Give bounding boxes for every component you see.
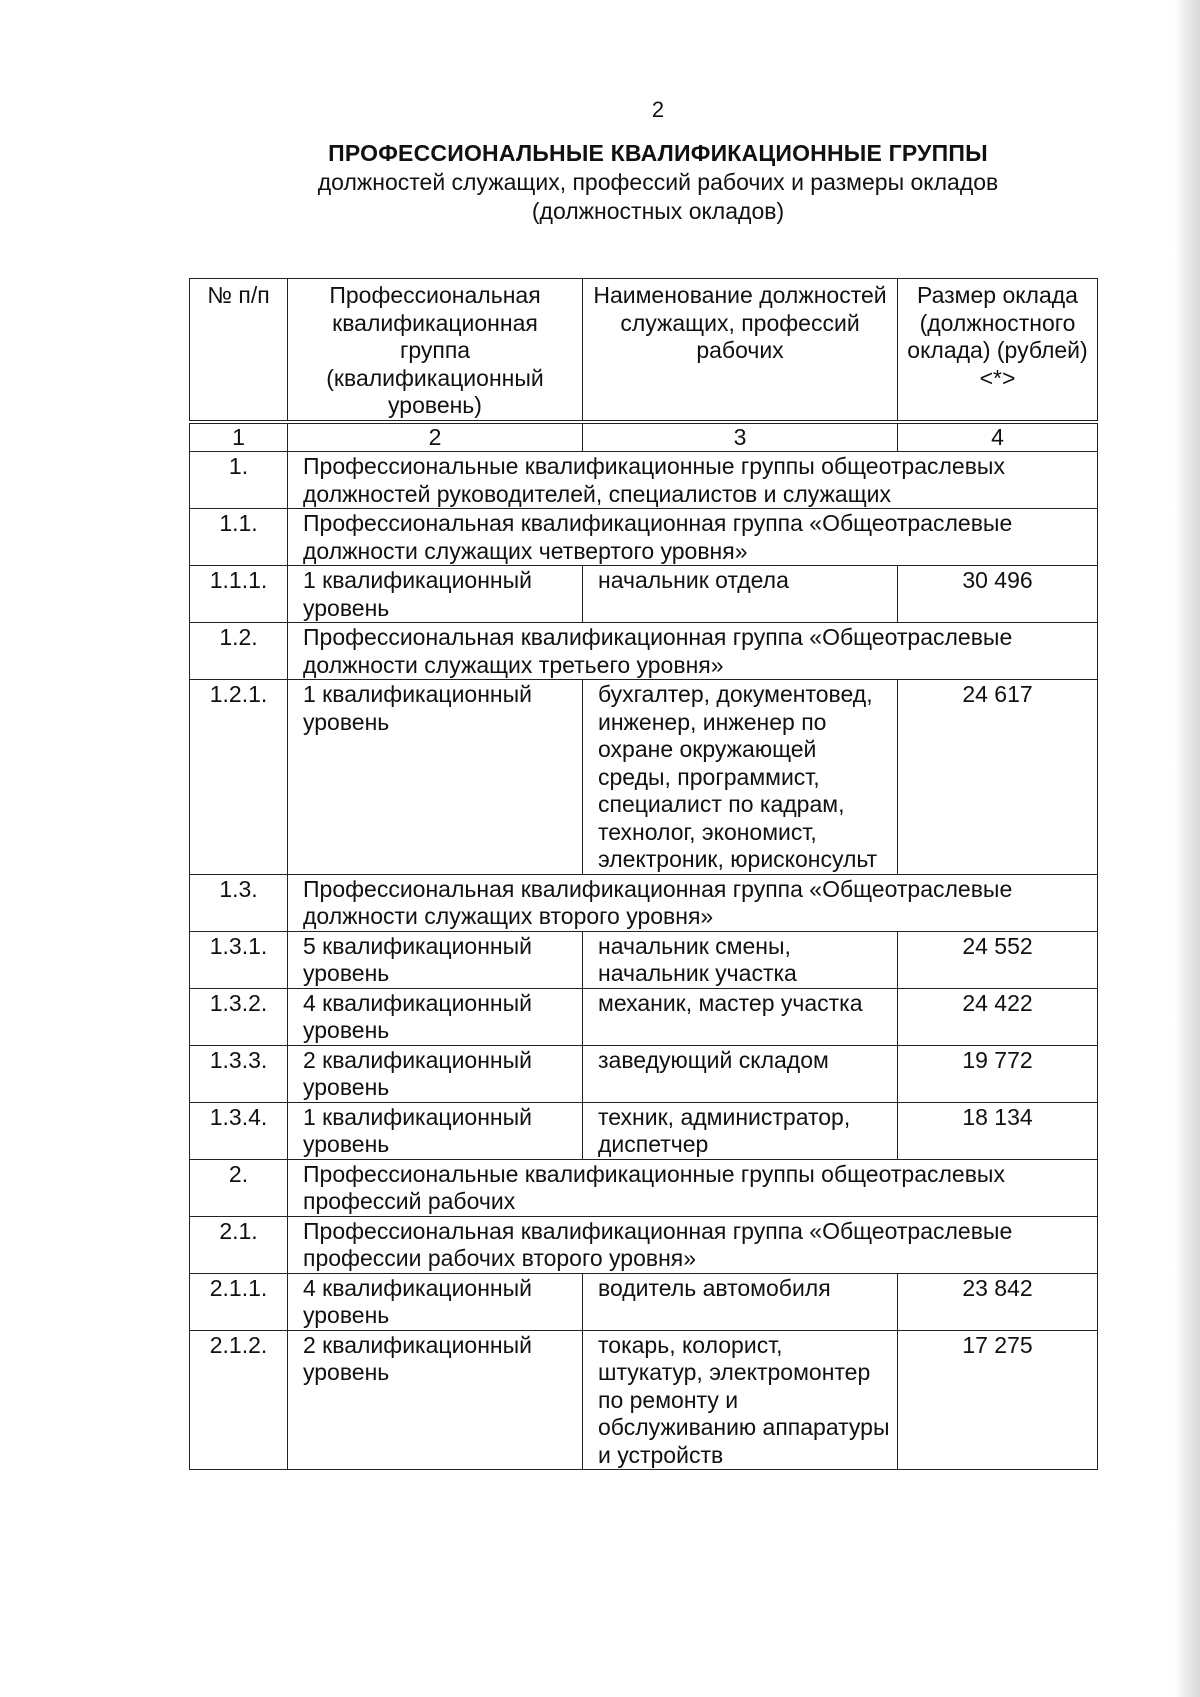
- table-row: [190, 988, 1098, 1045]
- column-number-row: [190, 422, 1098, 452]
- table-row: [190, 1273, 1098, 1330]
- column-number: 2: [288, 422, 583, 452]
- qualification-level: 4 квалификационный уровень: [288, 988, 583, 1045]
- document-title: ПРОФЕССИОНАЛЬНЫЕ КВАЛИФИКАЦИОННЫЕ ГРУППЫ: [328, 140, 988, 166]
- table-row: [190, 680, 1098, 875]
- row-number: 1.1.1.: [190, 566, 288, 623]
- positions-list: заведующий складом: [583, 1045, 898, 1102]
- positions-list: водитель автомобиля: [583, 1273, 898, 1330]
- section-title: Профессиональная квалификационная группа «Общеотраслевые профессии рабочих второго уровня»: [288, 1216, 1098, 1273]
- qualification-level: 1 квалификационный уровень: [288, 1102, 583, 1159]
- positions-list: начальник смены, начальник участка: [583, 931, 898, 988]
- qualification-level: 1 квалификационный уровень: [288, 566, 583, 623]
- row-number: 1.1.: [190, 509, 288, 566]
- header-positions: Наименование должностей служащих, профессий рабочих: [583, 279, 898, 422]
- header-group: Профессиональная квалификационная группа (квалификационный уровень): [288, 279, 583, 422]
- row-number: 2.: [190, 1159, 288, 1216]
- row-number: 1.3.: [190, 874, 288, 931]
- section-title: Профессиональные квалификационные группы общеотраслевых профессий рабочих: [288, 1159, 1098, 1216]
- qualification-level: 4 квалификационный уровень: [288, 1273, 583, 1330]
- salary-value: 18 134: [898, 1102, 1098, 1159]
- row-number: 1.3.4.: [190, 1102, 288, 1159]
- qualification-level: 2 квалификационный уровень: [288, 1330, 583, 1470]
- salary-value: 17 275: [898, 1330, 1098, 1470]
- row-number: 2.1.1.: [190, 1273, 288, 1330]
- table-body: [190, 422, 1098, 1470]
- salary-value: 24 422: [898, 988, 1098, 1045]
- section-row: [190, 509, 1098, 566]
- positions-list: токарь, колорист, штукатур, электромонтер по ремонту и обслуживанию аппаратуры и устройств: [583, 1330, 898, 1470]
- positions-list: техник, администратор, диспетчер: [583, 1102, 898, 1159]
- section-row: [190, 623, 1098, 680]
- section-title: Профессиональные квалификационные группы общеотраслевых должностей руководителей, специалистов и служащих: [288, 452, 1098, 509]
- row-number: 2.1.: [190, 1216, 288, 1273]
- table-row: [190, 1330, 1098, 1470]
- salary-table: [189, 278, 1098, 1470]
- page-number: 2: [651, 97, 665, 122]
- column-number: 1: [190, 422, 288, 452]
- table-header-row: [190, 279, 1098, 422]
- section-title: Профессиональная квалификационная группа «Общеотраслевые должности служащих второго уровня»: [288, 874, 1098, 931]
- positions-list: начальник отдела: [583, 566, 898, 623]
- salary-value: 30 496: [898, 566, 1098, 623]
- scan-edge-shadow: [1174, 0, 1200, 1697]
- section-row: [190, 1159, 1098, 1216]
- table-row: [190, 1102, 1098, 1159]
- column-number: 4: [898, 422, 1098, 452]
- section-row: [190, 1216, 1098, 1273]
- salary-value: 24 552: [898, 931, 1098, 988]
- section-title: Профессиональная квалификационная группа «Общеотраслевые должности служащих третьего уровня»: [288, 623, 1098, 680]
- section-title: Профессиональная квалификационная группа «Общеотраслевые должности служащих четвертого уровня»: [288, 509, 1098, 566]
- column-number: 3: [583, 422, 898, 452]
- section-row: [190, 874, 1098, 931]
- salary-value: 23 842: [898, 1273, 1098, 1330]
- subtitle-line-1: должностей служащих, профессий рабочих и размеры окладов: [317, 169, 999, 195]
- salary-value: 24 617: [898, 680, 1098, 875]
- table-row: [190, 566, 1098, 623]
- row-number: 1.3.1.: [190, 931, 288, 988]
- header-number: № п/п: [190, 279, 288, 422]
- section-row: [190, 452, 1098, 509]
- salary-value: 19 772: [898, 1045, 1098, 1102]
- positions-list: механик, мастер участка: [583, 988, 898, 1045]
- qualification-level: 2 квалификационный уровень: [288, 1045, 583, 1102]
- table-row: [190, 1045, 1098, 1102]
- row-number: 1.3.2.: [190, 988, 288, 1045]
- table-row: [190, 931, 1098, 988]
- qualification-level: 5 квалификационный уровень: [288, 931, 583, 988]
- positions-list: бухгалтер, документовед, инженер, инженер по охране окружающей среды, программист, специалист по кадрам, технолог, экономист, электроник, юрисконсульт: [583, 680, 898, 875]
- header-salary: Размер оклада (должностного оклада) (рублей) <*>: [898, 279, 1098, 422]
- row-number: 1.2.: [190, 623, 288, 680]
- qualification-level: 1 квалификационный уровень: [288, 680, 583, 875]
- row-number: 2.1.2.: [190, 1330, 288, 1470]
- row-number: 1.2.1.: [190, 680, 288, 875]
- subtitle-line-2: (должностных окладов): [531, 198, 785, 224]
- row-number: 1.: [190, 452, 288, 509]
- row-number: 1.3.3.: [190, 1045, 288, 1102]
- document-subtitle: [0, 168, 1200, 226]
